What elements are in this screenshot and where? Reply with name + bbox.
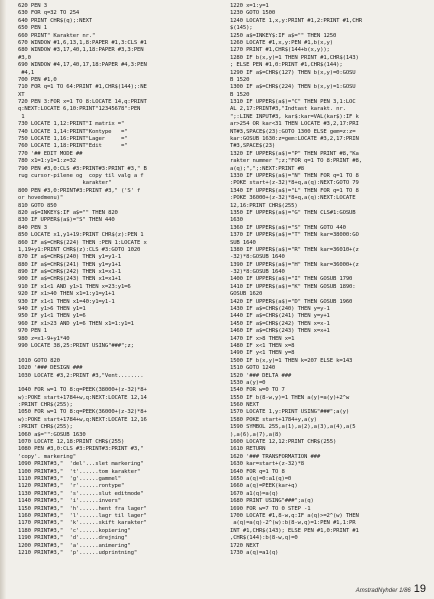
- code-line: SUB 1640: [230, 239, 256, 246]
- code-line: 640 PRINT CHR$(q);:NEXT: [18, 17, 93, 24]
- code-line: 1410 IF UPPER$(a$)="K" THEN GOSUB 1890:: [230, 283, 356, 290]
- code-line: 950 IF y1<1 THEN y1=6: [18, 313, 86, 320]
- code-line: 860 IF a$=CHR$(224) THEN :PEN 1:LOCATE x: [18, 239, 147, 246]
- code-line: ),a(6),a(7),a(8): [230, 431, 282, 438]
- code-line: 'copy'. markering": [18, 453, 76, 460]
- code-line: AL 2,17:PRINT#3,"Indtast karakt. nr.: [230, 106, 346, 113]
- code-line: ";:LINE INPUT#3, kar$:kar=VAL(kar$):IF k: [230, 113, 359, 120]
- code-line: 660 PRINT" Karakter nr.": [18, 32, 96, 39]
- code-line: 1240 LOCATE 1,x,y:PRINT #1,2:PRINT #1,CHR: [230, 17, 362, 24]
- code-line: ; ELSE PEN #1,0:PRINT #1,CHR$(144);: [230, 62, 343, 69]
- code-line: 1270 PRINT #1,CHR$(144+b(x,y));: [230, 47, 330, 54]
- code-line: B 1520: [230, 76, 250, 83]
- code-line: 1400 IF UPPER$(a$)="I" THEN GOSUB 1790: [230, 276, 353, 283]
- code-line: 910 IF x1<1 AND y1>1 THEN x=23:y1=6: [18, 283, 131, 290]
- code-line: 1300 IF a$=CHR$(224) THEN b(x,y)=1:GOSU: [230, 84, 356, 91]
- code-line: XT: [18, 91, 25, 98]
- page-footer: [356, 583, 426, 595]
- code-line: :POKE 36000+(z-32)*8+q,a(q):NEXT:LOCATE: [230, 195, 356, 202]
- code-line: 1320 IF UPPER$(a$)="P" THEN PRINT #8,"Ka: [230, 150, 359, 157]
- code-line: 1630 kar=start+(z-32)*8: [230, 461, 305, 468]
- code-line: 1650 a(q)=0:a1(q)=0: [230, 476, 292, 482]
- code-line: 800 PEN #3,0:PRINT#3:PRINT #3," ('S' f: [18, 187, 141, 194]
- code-line: 1680 PRINT USING"###";a(q): [230, 498, 314, 505]
- code-line: [18, 350, 226, 357]
- page-number: 19: [413, 583, 426, 595]
- code-line: 1140 PRINT#3," 'i'......invers": [18, 498, 121, 505]
- code-line: 780 x1=1:y1=1:z=32: [18, 158, 76, 165]
- code-line: 1210 PRINT#3," 'p'......udprintning": [18, 549, 138, 556]
- code-line: 1670 a1(q)=a(q): [230, 490, 279, 497]
- code-line: 1450 IF a$=CHR$(242) THEN x=x-1: [230, 320, 330, 327]
- code-line: w):POKE start+1784+w,q:NEXT:LOCATE 12,16: [18, 416, 147, 423]
- code-line: 1110 PRINT#3," 'g'......gammel": [18, 476, 121, 482]
- code-line: 1060 a$="":GOSUB 1630: [18, 431, 86, 438]
- code-line: 790 PEN #3,0:CLS #3:PRINT#3:PRINT #3," B: [18, 165, 147, 172]
- code-line: 1220 x=1:y=1: [230, 3, 269, 9]
- code-line: 1430 IF a$=CHR$(240) THEN y=y-1: [230, 306, 330, 313]
- code-line: B 1520: [230, 91, 250, 98]
- code-line: 1440 IF a$=CHR$(241) THEN y=y+1: [230, 313, 330, 320]
- code-line: 1590 SYMBOL 255,a(1),a(2),a(3),a(4),a(5: [230, 424, 356, 431]
- code-line: 1610 RETURN: [230, 446, 266, 453]
- code-line: 1090 PRINT#3," 'del'...slet markering": [18, 461, 144, 468]
- code-line: 720 PEN 3:FOR x=1 TO 8:LOCATE 14,q:PRINT: [18, 99, 147, 106]
- code-line: 820 a$=INKEY$:IF a$="" THEN 820: [18, 209, 118, 216]
- code-line: 1280 IF b(x,y)=1 THEN PRINT #1,CHR$(143): [230, 54, 359, 61]
- code-line: 1180 PRINT#3," 'c'......kopiering": [18, 527, 131, 534]
- code-line: 1560 NEXT: [230, 402, 259, 409]
- code-line: ar>254 OR kar<31 THEN LOCATE #3,2,17:PRI: [230, 121, 359, 128]
- code-line: 1040 FOR w=1 TO 8:q=PEEK(38000+(z-32)*8+: [18, 387, 147, 394]
- code-line: 1190 PRINT#3," 'd'......drejning": [18, 535, 128, 542]
- listing-column-left: [18, 3, 226, 557]
- code-line: rakter nummer ";z;"FOR q=1 TO 8:PRINT #8,: [230, 158, 362, 165]
- code-line: 840 PEN 3: [18, 224, 47, 231]
- code-line: $(145);: [230, 25, 253, 32]
- code-line: a(q);",";:NEXT:PRINT #8: [230, 165, 305, 172]
- code-line: T#3,SPACE$(23): [230, 143, 276, 150]
- code-line: 670 WINDOW #1,6,13,1,8:PAPER #1,3:CLS #1: [18, 39, 147, 46]
- code-line: 1700 LOCATE #1,8-w,q:IF a(q)>=2^(w) THEN: [230, 512, 359, 519]
- code-line: :PRINT CHR$(255);: [18, 424, 73, 431]
- code-line: 1690 FOR w=7 TO 0 STEP -1: [230, 505, 311, 512]
- code-line: 1310 IF UPPER$(a$)="C" THEN PEN 3,1:LOC: [230, 99, 356, 106]
- code-line: 1500 IF b(x,y)=1 THEN k=207 ELSE k=143: [230, 357, 353, 364]
- code-line: 1150 PRINT#3," 'h'......hent fra lager": [18, 505, 147, 512]
- code-line: 810 GOTO 850: [18, 202, 57, 209]
- code-line: 680 WINDOW #3,17,40,1,18:PAPER #3,3:PEN: [18, 47, 144, 54]
- code-line: 1350 IF UPPER$(a$)="G" THEN CLS#1:GOSUB: [230, 209, 356, 216]
- code-line: or hovedmenu)": [18, 195, 64, 202]
- page-binding-edge: [0, 0, 6, 599]
- code-line: 1570 LOCATE 1,y:PRINT USING"###";a(y): [230, 409, 350, 416]
- code-line: 1050 FOR w=1 TO 8:q=PEEK(36000+(z-32)*8+: [18, 409, 147, 416]
- code-line: ,CHR$(144):b(8-w,q)=0: [230, 535, 298, 542]
- code-line: 870 IF a$=CHR$(240) THEN y1=y1-1: [18, 254, 121, 261]
- code-line: 970 PEN 1: [18, 328, 47, 335]
- code-line: GOSUB 1620: [230, 291, 263, 298]
- code-line: 650 PEN 1: [18, 25, 47, 32]
- code-line: [18, 380, 226, 387]
- code-line: rug cursor-pilene og copy til valg a f: [18, 172, 144, 179]
- code-line: 1730 a(q)=a1(q): [230, 549, 279, 556]
- code-line: 1340 IF UPPER$(a$)="L" THEN FOR q=1 TO 8: [230, 187, 359, 194]
- code-line: 980 z=x1-9+y1*40: [18, 335, 70, 342]
- code-line: 1540 FOR w=0 TO 7: [230, 387, 285, 394]
- code-line: a(q)=a(q)-2^(w):b(8-w,q)=1:PEN #1,1:PR: [230, 520, 356, 527]
- code-line: #3,0: [18, 54, 31, 61]
- code-line: 960 IF x1>23 AND y1=6 THEN x1=1:y1=1: [18, 320, 134, 327]
- code-line: 1290 IF a$=CHR$(127) THEN b(x,y)=0:GOSU: [230, 69, 356, 76]
- code-line: 1630: [230, 217, 243, 224]
- code-line: 990 LOCATE 38,25:PRINT USING"###";z;: [18, 342, 134, 349]
- code-line: 1460 IF a$=CHR$(243) THEN x=x+1: [230, 328, 330, 335]
- code-line: 1250 a$=INKEY$:IF a$="" THEN 1250: [230, 32, 337, 39]
- code-line: 750 LOCATE 1,16:PRINT"Lager =": [18, 136, 128, 143]
- code-line: 920 IF x1>40 THEN x1=1:y1=y1+1: [18, 291, 115, 298]
- code-line: 1120 PRINT#3," 'r'......rontype": [18, 483, 125, 490]
- code-line: INT #1,CHR$(143); ELSE PEN #1,0:PRINT #1: [230, 527, 359, 534]
- magazine-name: AmstradNyhder 1/86: [355, 588, 411, 594]
- code-line: 1520 '### DELTA ###: [230, 372, 292, 379]
- code-line: 1390 IF UPPER$(a$)="H" THEN kar=36000+(z: [230, 261, 359, 268]
- code-line: 630 FOR q=32 TO 254: [18, 10, 80, 17]
- code-line: 1,19+y1:PRINT CHR$(z):CLS #3:GOTO 1020: [18, 246, 141, 253]
- code-line: q:NEXT:LOCATE 6,10:PRINT"12345678":PEN: [18, 106, 141, 113]
- code-line: 880 IF a$=CHR$(241) THEN y1=y1+1: [18, 261, 121, 268]
- code-line: 1260 LOCATE #1,x,y:PEN #1,b(x,y): [230, 39, 333, 46]
- code-line: 1490 IF y<1 THEN y=8: [230, 350, 295, 357]
- code-line: NT#3,SPACE$(23):GOTO 1300 ELSE gem=z:z=: [230, 128, 356, 135]
- code-line: 1160 PRINT#3," 'l'......lagr til lager": [18, 512, 147, 519]
- code-line: 900 IF a$=CHR$(243) THEN x1=x1+1: [18, 276, 121, 283]
- code-line: 1200 PRINT#3," 'a'......animering": [18, 542, 131, 549]
- code-line: 1620 '### TRANSFORMATION ###: [230, 453, 321, 460]
- code-line: 1020 '### DESIGN ###: [18, 365, 83, 372]
- code-line: -32)*8:GOSUB 1640: [230, 254, 285, 261]
- code-line: 1360 IF UPPER$(a$)="S" THEN GOTO 440: [230, 224, 346, 231]
- code-line: 770 '## EDIT MODE ##: [18, 150, 83, 157]
- code-line: 710 FOR q=1 TO 64:PRINT #1,CHR$(144);:NE: [18, 84, 147, 91]
- code-line: 1580 POKE start+1784+y,a(y): [230, 416, 317, 423]
- code-line: 1330 IF UPPER$(a$)="N" THEN FOR q=1 TO 8: [230, 172, 359, 179]
- code-line: 700 PEN #1,0: [18, 76, 57, 83]
- code-line: 1130 PRINT#3," 's'......slut editmode": [18, 490, 144, 497]
- code-line: :PRINT CHR$(255);: [18, 402, 73, 409]
- listing-column-right: [230, 3, 430, 557]
- code-line: 1370 IF UPPER$(a$)="T" THEN kar=38000:GO: [230, 232, 359, 239]
- code-line: 760 LOCATE 1,18:PRINT"Edit =": [18, 143, 128, 150]
- code-line: 930 IF x1<1 THEN x1=40:y1=y1-1: [18, 298, 115, 305]
- code-line: #4,1: [18, 69, 35, 76]
- code-line: 940 IF y1>6 THEN y1=1: [18, 306, 86, 313]
- code-line: 1600 LOCATE 12,12:PRINT CHR$(255): [230, 439, 337, 446]
- code-line: 1170 PRINT#3," 'k'......skift karakter": [18, 520, 147, 527]
- code-line: 1100 PRINT#3," 't'......tom karakter": [18, 468, 141, 475]
- code-line: 1420 IF UPPER$(a$)="D" THEN GOSUB 1960: [230, 298, 353, 305]
- code-line: 830 IF UPPER$(a$)="S" THEN 440: [18, 217, 115, 224]
- code-line: 1720 NEXT: [230, 542, 259, 549]
- code-line: 690 WINDOW #4,17,40,17,18:PAPER #4,3:PEN: [18, 62, 147, 69]
- code-line: 1480 IF x<1 THEN x=8: [230, 342, 295, 349]
- code-line: 890 IF a$=CHR$(242) THEN x1=x1-1: [18, 269, 121, 276]
- code-line: karakter": [18, 180, 112, 187]
- code-line: 850 LOCATE x1,y1+19:PRINT CHR$(z):PEN 1: [18, 232, 144, 239]
- code-line: 620 PEN 3: [18, 3, 47, 9]
- code-line: 1550 IF b(8-w,y)=1 THEN a(y)=a(y)+2^w: [230, 394, 350, 401]
- code-line: w):POKE start+1784+w,q:NEXT:LOCATE 12,14: [18, 394, 147, 401]
- code-line: 1660 a(q)=PEEK(kar+q): [230, 483, 298, 490]
- code-line: 740 LOCATE 1,14:PRINT"Kontype =": [18, 128, 128, 135]
- code-line: 1510 GOTO 1240: [230, 365, 276, 372]
- code-line: 1010 GOTO 820: [18, 357, 60, 364]
- code-line: :POKE start+(z-32)*8+q,a(q):NEXT:GOTO 79: [230, 180, 359, 187]
- code-line: 1080 PEN #3,0:CLS #3:PRINT#3:PRINT #3,": [18, 446, 144, 453]
- code-line: kar:GOSUB 1630:z=gem:LOCATE #3,2,17:PRIN: [230, 136, 359, 143]
- code-line: 1530 a(y)=0: [230, 379, 266, 386]
- code-line: 1070 LOCATE 12,18:PRINT CHR$(255): [18, 439, 125, 446]
- code-line: 1640 FOR q=1 TO 8: [230, 468, 285, 475]
- code-line: 12,16:PRINT CHR$(255): [230, 202, 298, 209]
- code-line: -32)*8:GOSUB 1640: [230, 269, 285, 276]
- code-line: 730 LOCATE 1,12:PRINT"I matrix =": [18, 121, 125, 128]
- code-line: 1230 GOTO 1500: [230, 10, 276, 17]
- code-line: 1470 IF x>8 THEN x=1: [230, 335, 295, 342]
- code-line: 1380 IF UPPER$(a$)="R" THEN kar=36010+(z: [230, 246, 359, 253]
- code-line: 1030 LOCATE #3,2:PRINT #3,"Vent........: [18, 372, 144, 379]
- code-line: 1: [18, 113, 25, 120]
